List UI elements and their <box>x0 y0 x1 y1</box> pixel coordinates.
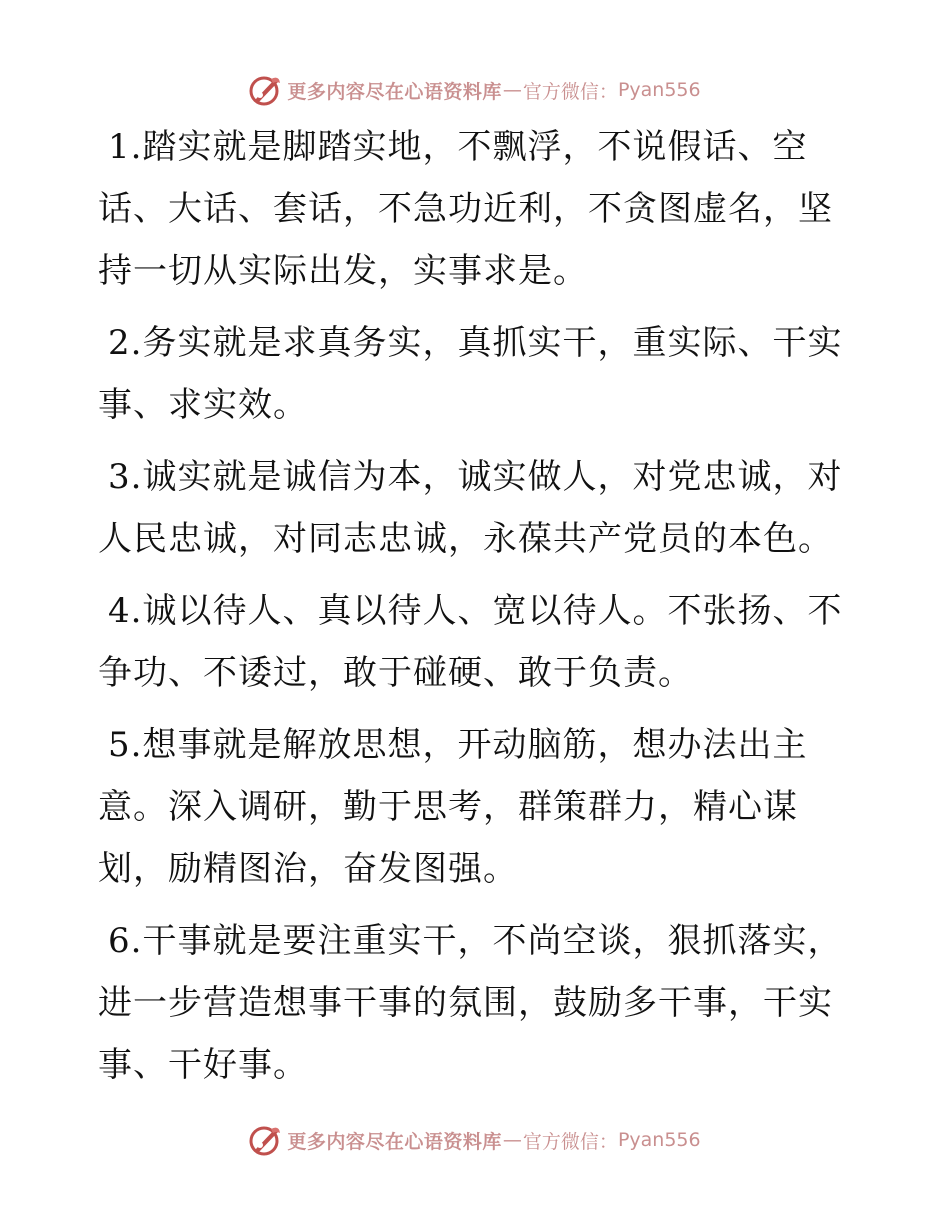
paragraph-text: 踏实就是脚踏实地，不飘浮，不说假话、空话、大话、套话，不急功近利，不贪图虚名，坚持一切从实际出发，实事求是。 <box>98 127 833 291</box>
paragraph-number: 1. <box>108 127 143 167</box>
paragraph-4 <box>98 580 858 704</box>
wechat-id: Pyan556 <box>617 79 701 101</box>
paragraph-number: 3. <box>108 457 143 497</box>
paragraph-3 <box>98 446 858 570</box>
paragraph-2 <box>98 312 858 436</box>
wechat-id: Pyan556 <box>617 1129 701 1151</box>
paragraph-1 <box>98 116 858 302</box>
paragraph-text: 想事就是解放思想，开动脑筋，想办法出主意。深入调研，勤于思考，群策群力，精心谋划，励精图治，奋发图强。 <box>98 725 808 889</box>
paragraph-6 <box>98 910 858 1096</box>
paragraph-text: 务实就是求真务实，真抓实干，重实际、干实事、求实效。 <box>98 323 843 425</box>
paragraph-number: 5. <box>108 725 143 765</box>
paragraph-text: 干事就是要注重实干，不尚空谈，狠抓落实，进一步营造想事干事的氛围，鼓励多干事，干实事、干好事。 <box>98 921 843 1085</box>
footer-banner <box>0 1120 950 1160</box>
document-body <box>98 116 858 1106</box>
paragraph-text: 诚实就是诚信为本，诚实做人，对党忠诚，对人民忠诚，对同志忠诚，永葆共产党员的本色。 <box>98 457 843 559</box>
paragraph-5 <box>98 714 858 900</box>
wechat-label: 官方微信： <box>522 1130 618 1153</box>
quill-logo-icon <box>249 73 283 107</box>
footer-banner-inner <box>249 1120 700 1160</box>
header-banner-inner <box>249 70 700 110</box>
header-banner <box>0 70 950 110</box>
banner-dash: — <box>502 79 522 101</box>
paragraph-number: 2. <box>108 323 143 363</box>
banner-dash: — <box>502 1129 522 1151</box>
promo-text: 更多内容尽在心语资料库 <box>287 1130 502 1153</box>
paragraph-number: 6. <box>108 921 143 961</box>
paragraph-text: 诚以待人、真以待人、宽以待人。不张扬、不争功、不诿过，敢于碰硬、敢于负责。 <box>98 591 843 693</box>
promo-text: 更多内容尽在心语资料库 <box>287 80 502 103</box>
quill-logo-icon <box>249 1123 283 1157</box>
wechat-label: 官方微信： <box>522 80 618 103</box>
paragraph-number: 4. <box>108 591 143 631</box>
